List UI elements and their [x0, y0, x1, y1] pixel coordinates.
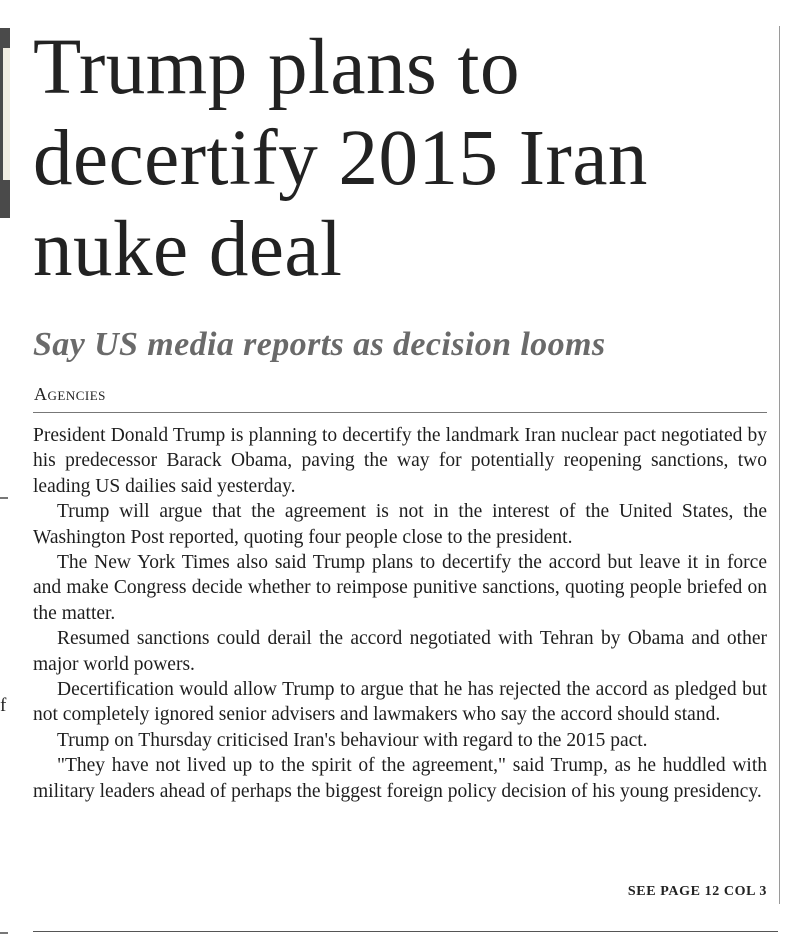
paragraph: President Donald Trump is planning to decertify the landmark Iran nuclear pact negotiated by his predecessor Barack Obama, paving the way for potentially reopening sanctions, two leading US dailies said yesterday.	[33, 425, 767, 497]
adjacent-column-text-fragment: f	[0, 695, 7, 716]
bottom-divider	[33, 931, 778, 932]
headline: Trump plans to decertify 2015 Iran nuke deal	[33, 24, 648, 293]
byline-divider	[33, 412, 767, 413]
column-divider	[779, 26, 780, 904]
adjacent-column-edge-inner	[3, 48, 10, 180]
paragraph: Trump will argue that the agreement is not in the interest of the United States, the Washington Post reported, quoting four people close to the president.	[33, 501, 767, 548]
article-body	[33, 423, 767, 804]
paragraph: Resumed sanctions could derail the accord negotiated with Tehran by Obama and other major world powers.	[33, 628, 767, 675]
byline: Agencies	[34, 384, 106, 404]
paragraph: Trump on Thursday criticised Iran's behaviour with regard to the 2015 pact.	[57, 729, 648, 751]
adjacent-column-rule-bottom	[0, 932, 8, 934]
paragraph: "They have not lived up to the spirit of the agreement," said Trump, as he huddled with military leaders ahead of perhaps the biggest foreign policy decision of his young presidency.	[33, 755, 767, 802]
continued-jump-line: SEE PAGE 12 COL 3	[627, 884, 767, 899]
adjacent-column-rule	[0, 497, 8, 499]
paragraph: The New York Times also said Trump plans to decertify the accord but leave it in force and make Congress decide whether to reimpose punitive sanctions, quoting people briefed on the matter.	[33, 552, 767, 624]
subheadline: Say US media reports as decision looms	[33, 326, 606, 363]
paragraph: Decertification would allow Trump to argue that he has rejected the accord as pledged but not completely ignored senior advisers and lawmakers who say the accord should stand.	[33, 679, 767, 726]
